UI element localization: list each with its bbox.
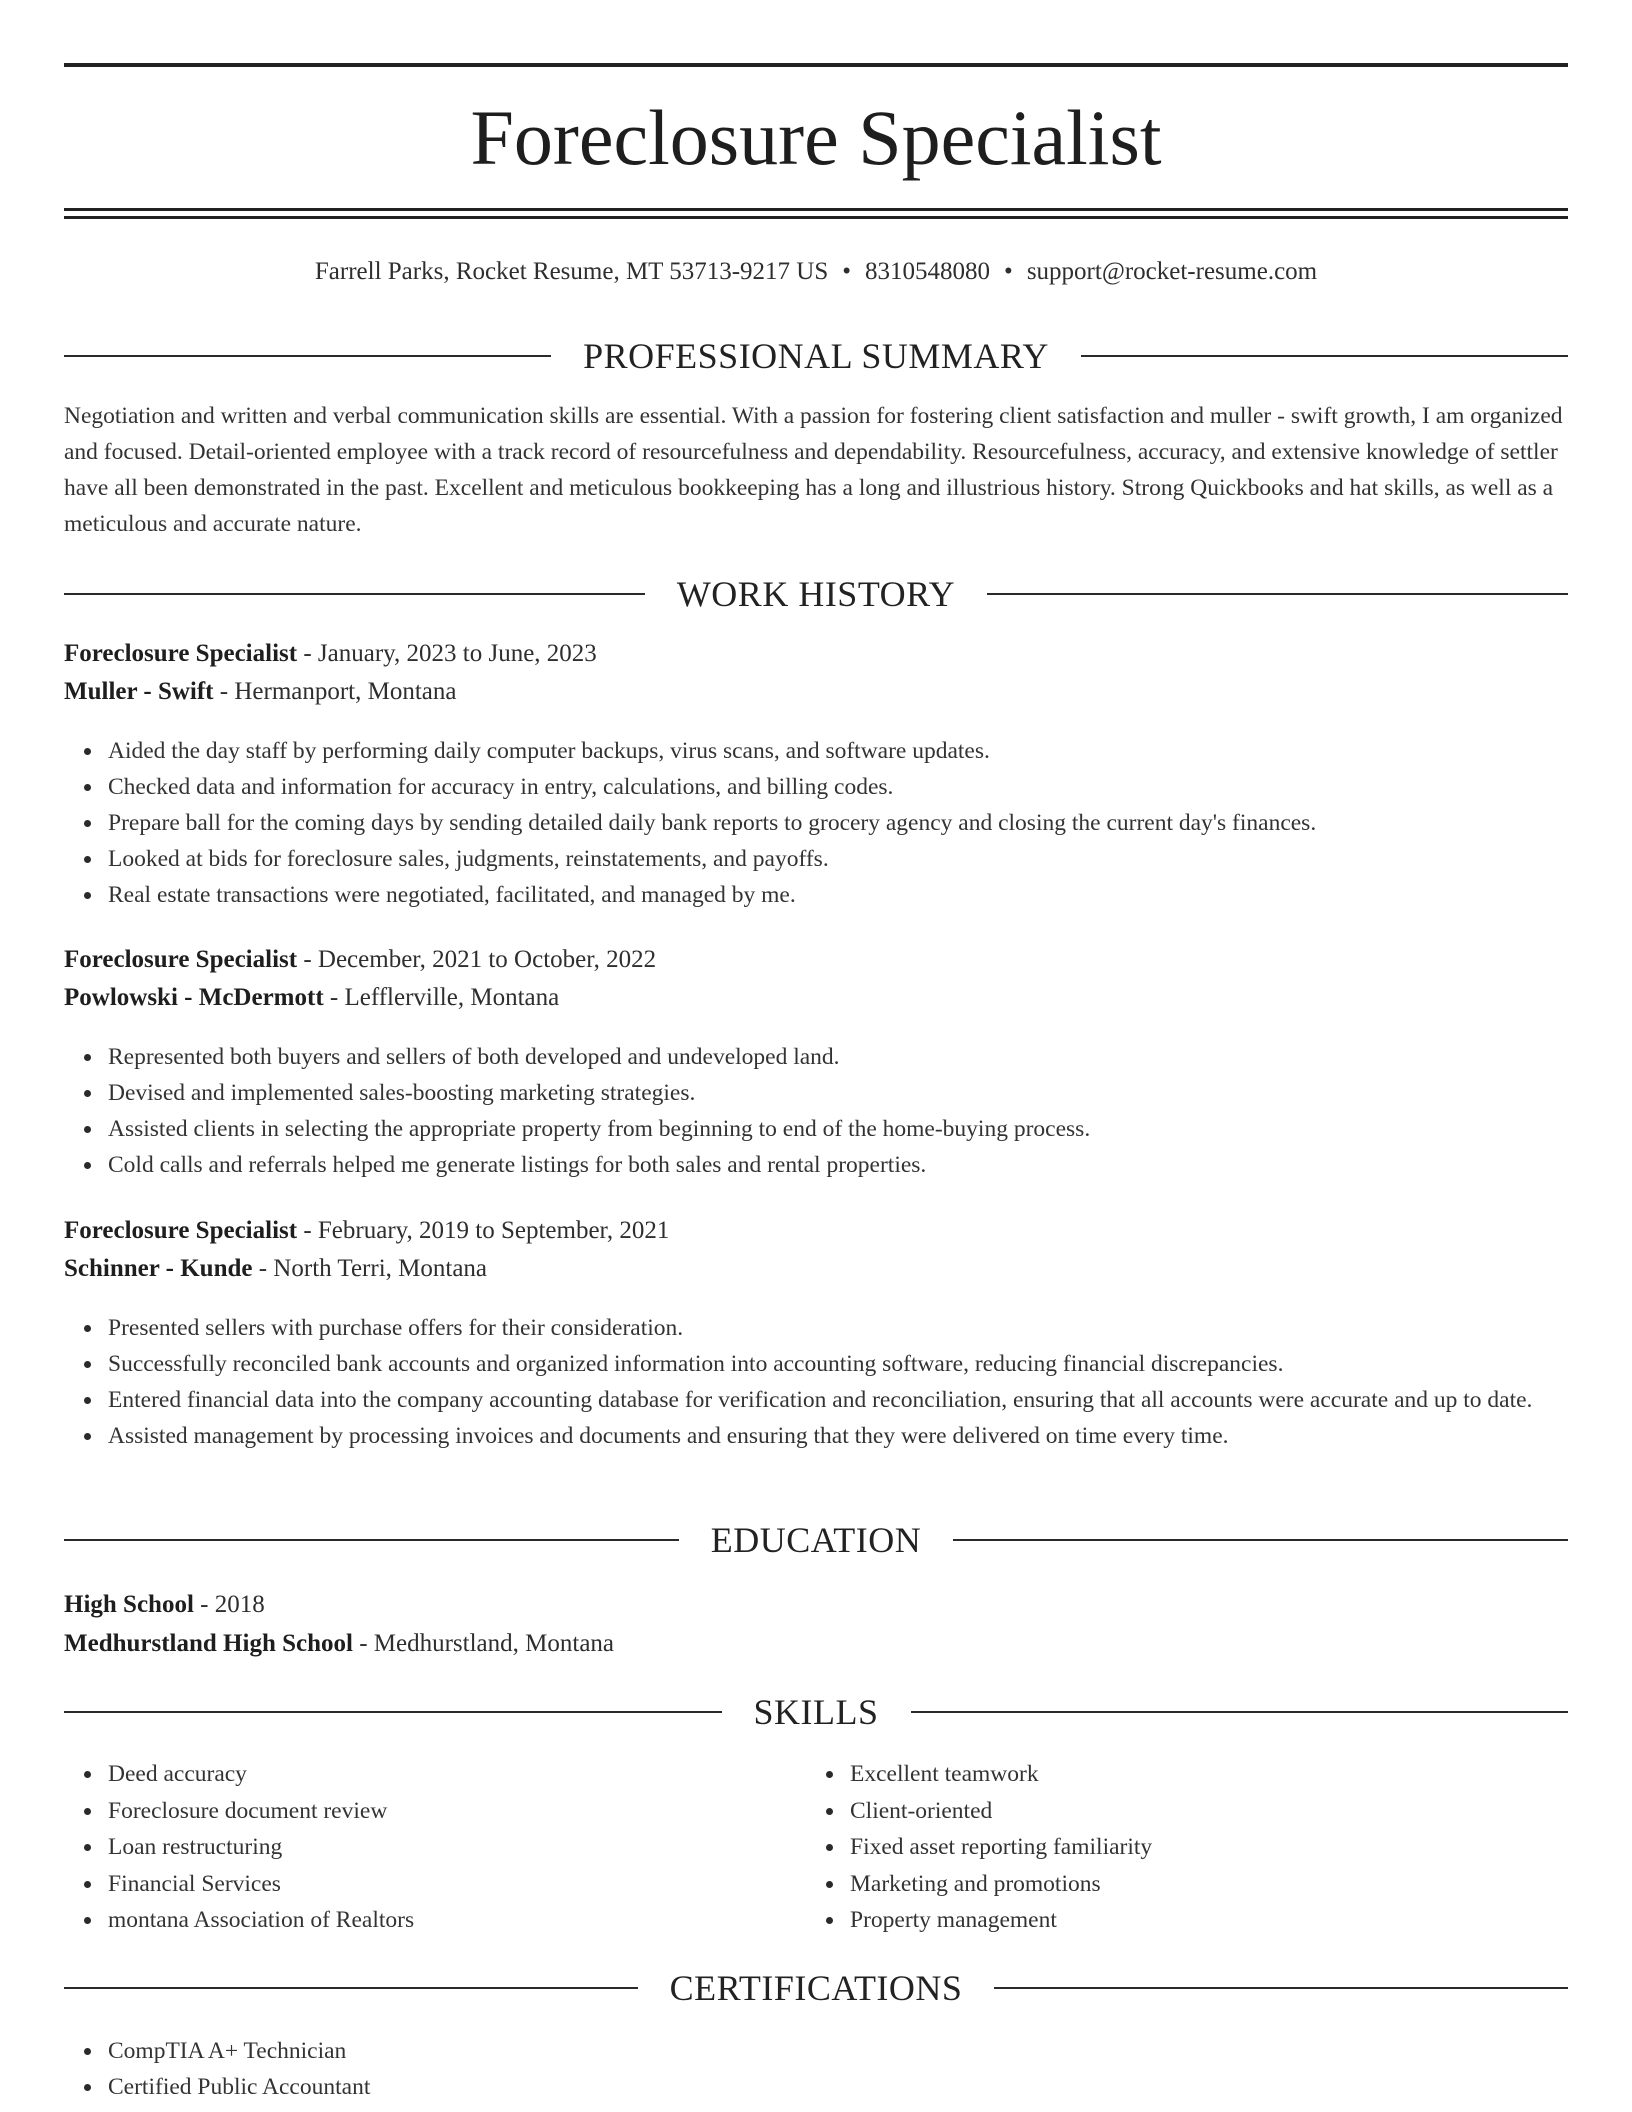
skill-item: Deed accuracy	[108, 1756, 808, 1793]
job-location: - North Terri, Montana	[252, 1255, 488, 1282]
job-title-line	[64, 1213, 1568, 1249]
education-degree: High School	[64, 1591, 194, 1618]
job-company-line	[64, 980, 1568, 1016]
heading-rule	[911, 1711, 1569, 1713]
heading-rule	[1081, 355, 1568, 357]
summary-heading-label: PROFESSIONAL SUMMARY	[583, 336, 1049, 376]
job-bullet: Entered financial data into the company accounting database for verification and reconciliation, ensuring that all accounts were accurate and up to date.	[108, 1382, 1568, 1418]
education-year: - 2018	[193, 1591, 265, 1618]
job-company: Schinner - Kunde	[64, 1255, 253, 1282]
heading-rule	[64, 593, 645, 595]
education-heading-label: EDUCATION	[710, 1520, 922, 1560]
job-company: Muller - Swift	[64, 678, 214, 705]
job-bullet: Looked at bids for foreclosure sales, judgments, reinstatements, and payoffs.	[108, 841, 1568, 877]
job-bullet: Presented sellers with purchase offers for their consideration.	[108, 1310, 1568, 1346]
job-bullet: Checked data and information for accuracy in entry, calculations, and billing codes.	[108, 769, 1568, 805]
certification-item: Certified Public Accountant	[108, 2069, 1568, 2105]
skill-item: Fixed asset reporting familiarity	[850, 1829, 1550, 1866]
job-title: Foreclosure Specialist	[64, 946, 298, 973]
job-company-line	[64, 1251, 1568, 1287]
job-bullet: Devised and implemented sales-boosting marketing strategies.	[108, 1075, 1568, 1111]
job-bullet: Successfully reconciled bank accounts and organized information into accounting software, reducing financial discrepancies.	[108, 1346, 1568, 1382]
job-dates: - February, 2019 to September, 2021	[297, 1217, 670, 1244]
certification-item: CompTIA A+ Technician	[108, 2033, 1568, 2069]
heading-rule	[953, 1539, 1568, 1541]
job-bullet: Aided the day staff by performing daily computer backups, virus scans, and software updates.	[108, 733, 1568, 769]
contact-separator: •	[842, 258, 852, 285]
job-title-line	[64, 636, 1568, 672]
heading-rule	[64, 1539, 679, 1541]
heading-rule	[64, 1711, 722, 1713]
summary-heading	[64, 334, 1568, 378]
contact-separator: •	[1004, 258, 1013, 285]
skill-item: Financial Services	[108, 1866, 808, 1903]
heading-rule	[64, 1987, 638, 1989]
title-rule-lower	[64, 216, 1568, 219]
job-bullet: Represented both buyers and sellers of both developed and undeveloped land.	[108, 1039, 1568, 1075]
job-bullets	[64, 733, 1568, 913]
job-bullet: Assisted management by processing invoices and documents and ensuring that they were delivered on time every time.	[108, 1418, 1568, 1454]
skills-left-list	[64, 1756, 808, 1939]
resume-title: Foreclosure Specialist	[470, 94, 1162, 181]
summary-text: Negotiation and written and verbal communication skills are essential. With a passion for fostering client satisfaction and muller - swift growth, I am organized and focused. Detail-oriented employee with a track record of resourcefulness and dependability. Resourcefulness, accuracy, and extensive knowledge of settler have all been demonstrated in the past. Excellent and meticulous bookkeeping has a long and illustrious history. Strong Quickbooks and hat skills, as well as a meticulous and accurate nature.	[64, 403, 1563, 537]
skills-heading-label: SKILLS	[753, 1692, 879, 1732]
job-bullet: Real estate transactions were negotiated, facilitated, and managed by me.	[108, 877, 1568, 913]
job-dates: - January, 2023 to June, 2023	[297, 640, 597, 667]
heading-rule	[987, 593, 1568, 595]
job-location: - Lefflerville, Montana	[323, 984, 560, 1011]
skill-item: Marketing and promotions	[850, 1866, 1550, 1903]
skill-item: montana Association of Realtors	[108, 1902, 808, 1939]
certifications-heading-label: CERTIFICATIONS	[669, 1968, 963, 2008]
job-bullets	[64, 1039, 1568, 1183]
job-bullets	[64, 1310, 1568, 1454]
contact-address: Farrell Parks, Rocket Resume, MT 53713-9217 US	[314, 258, 829, 285]
education-heading	[64, 1518, 1568, 1562]
skill-item: Excellent teamwork	[850, 1756, 1550, 1793]
work-history-heading	[64, 572, 1568, 616]
top-rule	[64, 63, 1568, 67]
work-history-heading-label: WORK HISTORY	[676, 574, 956, 614]
job-dates: - December, 2021 to October, 2022	[297, 946, 657, 973]
skill-item: Client-oriented	[850, 1793, 1550, 1830]
job-bullet: Cold calls and referrals helped me generate listings for both sales and rental properties.	[108, 1147, 1568, 1183]
education-school: Medhurstland High School	[64, 1630, 353, 1657]
job-bullet: Assisted clients in selecting the appropriate property from beginning to end of the home-buying process.	[108, 1111, 1568, 1147]
skill-item: Foreclosure document review	[108, 1793, 808, 1830]
skill-item: Loan restructuring	[108, 1829, 808, 1866]
certifications-heading	[64, 1966, 1568, 2010]
job-company: Powlowski - McDermott	[64, 984, 324, 1011]
contact-line	[64, 256, 1568, 288]
contact-email[interactable]: support@rocket-resume.com	[1026, 258, 1318, 285]
education-location: - Medhurstland, Montana	[352, 1630, 615, 1657]
job-title: Foreclosure Specialist	[64, 640, 298, 667]
education-degree-line	[64, 1587, 1568, 1623]
job-title-line	[64, 942, 1568, 978]
job-location: - Hermanport, Montana	[213, 678, 457, 705]
certifications-list	[64, 2033, 1568, 2105]
skills-heading	[64, 1690, 1568, 1734]
skill-item: Property management	[850, 1902, 1550, 1939]
education-school-line	[64, 1626, 1568, 1662]
heading-rule	[994, 1987, 1568, 1989]
contact-phone: 8310548080	[865, 258, 991, 285]
job-title: Foreclosure Specialist	[64, 1217, 298, 1244]
heading-rule	[64, 355, 551, 357]
job-bullet: Prepare ball for the coming days by sending detailed daily bank reports to grocery agency and closing the current day's finances.	[108, 805, 1568, 841]
skills-right-list	[806, 1756, 1550, 1939]
title-rule-upper	[64, 208, 1568, 211]
job-company-line	[64, 674, 1568, 710]
